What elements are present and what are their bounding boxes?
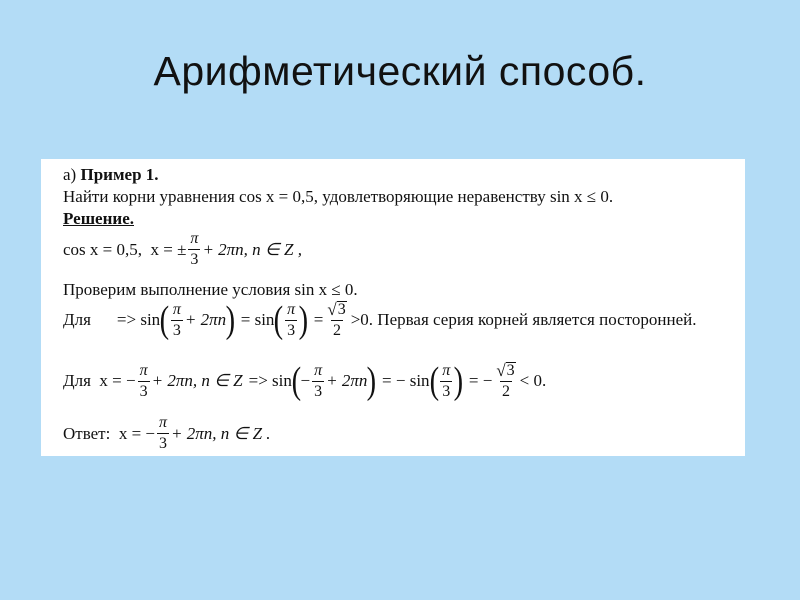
fraction-numerator: π [287, 300, 296, 318]
fraction-sqrt3-over-2 [325, 301, 348, 339]
solution-line-1-tail: + 2πn, n ∈ Z , [202, 239, 302, 259]
fraction-numerator: π [172, 300, 181, 318]
fraction-denominator: 3 [172, 321, 181, 339]
sqrt-sign: √ [327, 300, 337, 319]
case-2-result: < 0. [519, 371, 547, 390]
fraction-pi-over-3 [285, 302, 297, 339]
fraction-pi-over-3 [440, 363, 452, 400]
fraction-denominator: 3 [159, 435, 168, 452]
fraction-denominator: 2 [502, 383, 510, 400]
sqrt-sign: √ [496, 361, 506, 380]
fraction-pi-over-3 [188, 231, 200, 268]
check-condition-text: Проверим выполнение условия sin x ≤ 0. [63, 280, 358, 299]
open-paren: ( [291, 359, 301, 402]
fraction-denominator: 3 [190, 251, 199, 268]
fraction-numerator: π [139, 361, 148, 379]
solution-label: Решение. [63, 209, 134, 228]
fraction-denominator: 2 [333, 322, 342, 339]
fraction-denominator: 3 [287, 321, 296, 339]
example-card [41, 159, 745, 456]
answer-tail: + 2πn, n ∈ Z . [171, 423, 271, 443]
case-2-line [63, 359, 547, 402]
fraction-numerator: π [159, 414, 168, 431]
close-paren: ) [366, 359, 377, 402]
fraction-sqrt3-over-2 [494, 362, 517, 400]
close-paren: ) [298, 298, 309, 341]
case-2-eq-minus-sin: = − sin [382, 371, 430, 390]
fraction-denominator: 3 [314, 382, 323, 400]
answer-label: Ответ: x = − [63, 423, 156, 443]
sqrt-radicand: 3 [337, 301, 346, 318]
open-paren: ( [274, 298, 284, 341]
solution-line-1 [63, 231, 302, 268]
open-paren: ( [159, 298, 170, 341]
fraction-numerator: π [190, 230, 199, 247]
case-1-result: >0. Первая серия корней является посторонней. [350, 310, 697, 329]
open-paren: ( [429, 359, 439, 402]
example-prefix: а) [63, 165, 81, 184]
case-1-line [63, 298, 697, 341]
slide-title: Арифметический способ. [153, 48, 647, 94]
close-paren: ) [453, 359, 464, 402]
fraction-pi-over-3 [171, 302, 183, 339]
fraction-numerator: π [442, 361, 451, 379]
case-2-plus: + 2πn [326, 371, 368, 390]
solution-line-1-start: cos x = 0,5, x = ± [63, 239, 187, 259]
case-2-minus: − [300, 371, 311, 390]
task-text: Найти корни уравнения cos x = 0,5, удовлетворяющие неравенству sin x ≤ 0. [63, 187, 614, 206]
fraction-pi-over-3 [157, 415, 169, 452]
example-heading: Пример 1. [80, 165, 159, 184]
case-2-tail-1: + 2πn, n ∈ Z [151, 371, 243, 390]
sqrt-radicand: 3 [506, 362, 515, 379]
answer-line [63, 415, 271, 452]
case-1-for: Для [63, 310, 91, 329]
example-heading-line [63, 165, 159, 185]
case-2-for: Для x = − [63, 371, 136, 390]
fraction-denominator: 3 [139, 382, 148, 400]
sqrt-expression [494, 362, 517, 381]
close-paren: ) [225, 298, 236, 341]
case-2-arrow-sin: => sin [248, 371, 292, 390]
fraction-pi-over-3 [312, 363, 324, 400]
case-1-plus: + 2πn [184, 310, 227, 329]
sqrt-expression [325, 301, 348, 320]
fraction-pi-over-3 [138, 363, 150, 400]
fraction-denominator: 3 [442, 382, 451, 400]
case-2-eq-minus: = − [468, 371, 493, 390]
case-1-eq: = [313, 310, 324, 329]
fraction-numerator: π [314, 361, 323, 379]
case-1-arrow-sin: => sin [116, 310, 161, 329]
case-1-eq-sin: = sin [240, 310, 275, 329]
